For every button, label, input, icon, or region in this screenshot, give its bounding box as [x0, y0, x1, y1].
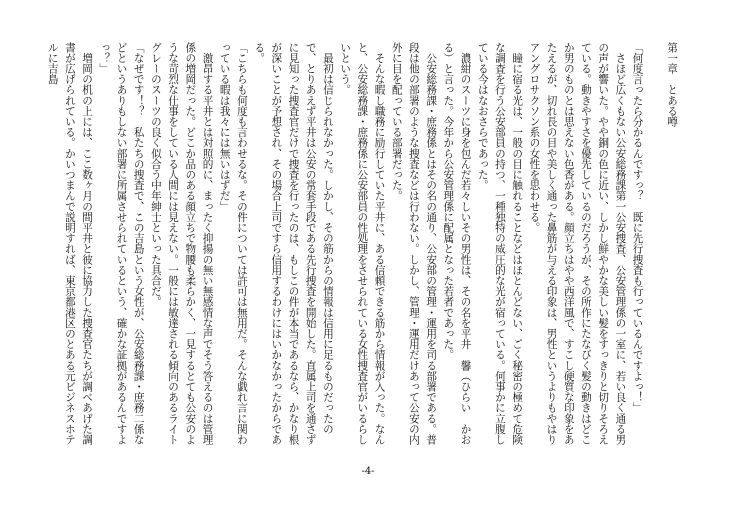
paragraph: そんな暇し職務に励行していた平井に、ある信頼できる筋から情報が入った。なんと、公安総務課・庶務係に公安部員の性処理をさせられている女性捜査官がいるらしいという。	[339, 42, 386, 445]
chapter-title: 第一章 とある噂	[666, 42, 678, 127]
paragraph: 瞳に宿る光は、一般の目に触れることなどはほとんどない、ごく秘密の極めて危険な調査を行う公安部員の持つ、一種独特の威圧的な光が宿っている。何事かに立腹している今はなおさらであった。	[476, 42, 524, 445]
paragraph: さほど広くもない公安総務課第一公安捜査、公安管理係の一室に、若い良く通る男の声が響いた。やや銅の色に近い、しかし鮮やかな美しい髪をすっきりと切りそろえている。動きやすさを優先しているのだろうが、その所作にたなびく髪の動きはどこか男のものとは思えない色香がある。顔立ちはやや西洋風で、すこし硬質な印象をあたえるが、切れ長の目や美しく通った鼻筋が与える印象は、男性というよりもやはりアングロサクソン系の女性を思わせる。	[528, 42, 627, 445]
vertical-text-body	[46, 42, 680, 454]
paragraph: 「なぜです！？ 私たちの捜査で、この吉島という女性が、公安総務課・庶務二係などというありもしない部署に所属させられているという、確かな証拠があるんですよっ？」	[98, 42, 145, 445]
paragraph: 最初は信じられなかった。しかし、その筋からの情報は信用に足るものだったので、とりあえず平井は公安の常套手段である先行捜査を開始した。直属上司を通さずに見知った捜査官だけで捜査を行ったのは、もしこの件が本当であるなら、かなり根が深いことが予想され、その場合上司ですら信用するわけにはいかなかったからである。	[253, 42, 334, 445]
paragraph: 濃紺のスーツに身を包んだ若々しいその男性は、その名を平井 馨（ひらい かおる）と言った。今年から公安管理係に配属となった若者であった。	[442, 42, 472, 445]
paragraph: 激昂する平井とは対照的に、まったく抑揚の無い無感情な声でそう答えるのは管理係の増岡だった。どこか品のある顔立ちで物腰も柔らかく、一見するとても公安のような苛烈な仕事をしている人間には見えない。一般には敏達される傾向のあるライトグレーのスーツの良く似合う中年紳士といった具合だ。	[149, 42, 214, 445]
paragraph: 「何度言ったら分かるんですっ？ 既に先行捜査も行っているんですよっ！」	[631, 42, 644, 413]
paragraph: 公安総務課・庶務係とはその名の通り、公安部の管理・運用を司る部署である。普段は他の部署のような捜査などは行わない。しかし、管理・運用だけあって公安の内外に目を配っている部署だった。	[390, 42, 438, 445]
paragraph: 増岡の机の上には、ここ数ヶ月の間平井と彼に協力した捜査官たちが調べあげた調書が広げられている。かいつまんで説明すれば、東京都港区のとある元ビジネスホテルに吉島	[46, 42, 94, 445]
page-number: -4-	[361, 466, 375, 477]
blank-line	[646, 42, 663, 454]
paragraph: 「こちらも何度も言わせるな。その件については許可は無用だ。そんな戯れ言に関わっている暇は我々には無いはずだ」	[218, 42, 248, 445]
